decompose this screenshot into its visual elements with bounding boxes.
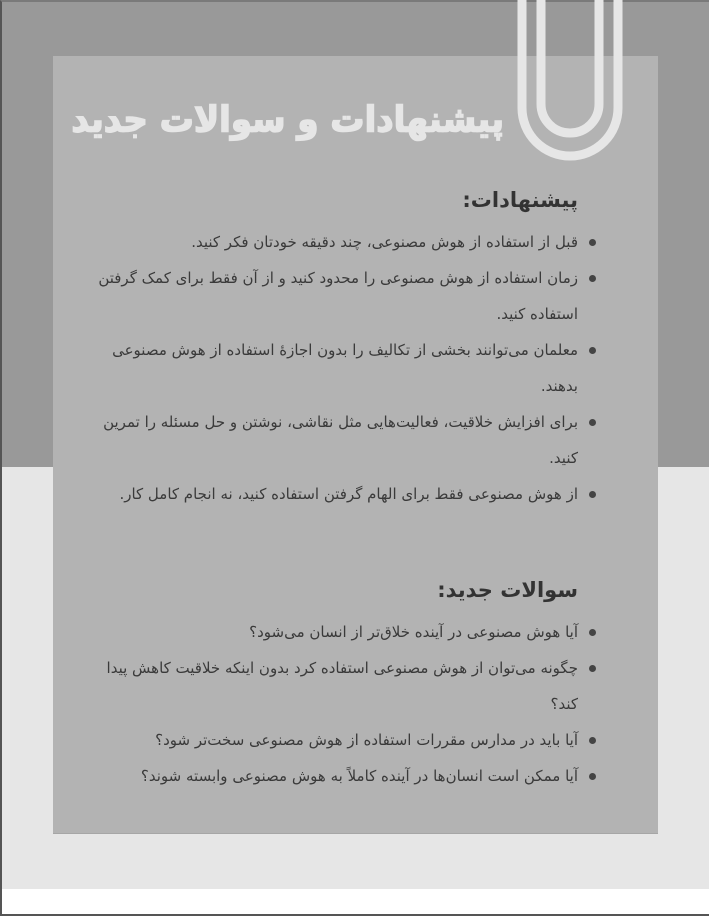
- questions-heading: سوالات جدید:: [437, 578, 578, 602]
- list-item: [95, 332, 605, 404]
- list-item: [95, 404, 605, 476]
- suggestions-heading: پیشنهادات:: [462, 188, 578, 212]
- bullet-icon: [589, 239, 596, 246]
- bullet-icon: [589, 491, 596, 498]
- list-item-text: برای افزایش خلاقیت، فعالیت‌هایی مثل نقاشی، نوشتن و حل مسئله را تمرین کنید.: [103, 413, 578, 467]
- list-item-text: قبل از استفاده از هوش مصنوعی، چند دقیقه خودتان فکر کنید.: [191, 233, 578, 251]
- paperclip-icon: [512, 0, 628, 166]
- suggestions-list: [95, 224, 605, 512]
- list-item: [95, 260, 605, 332]
- bullet-icon: [589, 665, 596, 672]
- list-item-text: چگونه می‌توان از هوش مصنوعی استفاده کرد بدون اینکه خلاقیت کاهش پیدا کند؟: [106, 659, 578, 713]
- list-item: [95, 758, 605, 794]
- document-title: پیشنهادات و سوالات جدید: [71, 99, 504, 141]
- bullet-icon: [589, 773, 596, 780]
- bullet-icon: [589, 347, 596, 354]
- list-item: [95, 722, 605, 758]
- suggestions-section: [95, 185, 605, 512]
- list-item: [95, 614, 605, 650]
- list-item-text: از هوش مصنوعی فقط برای الهام گرفتن استفاده کنید، نه انجام کامل کار.: [119, 485, 578, 503]
- list-item: [95, 650, 605, 722]
- list-item-text: آیا هوش مصنوعی در آینده خلاق‌تر از انسان می‌شود؟: [249, 623, 578, 641]
- bullet-icon: [589, 275, 596, 282]
- list-item-text: زمان استفاده از هوش مصنوعی را محدود کنید و از آن فقط برای کمک گرفتن استفاده کنید.: [98, 269, 578, 323]
- bullet-icon: [589, 737, 596, 744]
- questions-list: [95, 614, 605, 794]
- questions-section: [95, 575, 605, 794]
- page-bottom-margin: [2, 889, 709, 914]
- list-item-text: آیا ممکن است انسان‌ها در آینده کاملاً به هوش مصنوعی وابسته شوند؟: [140, 767, 578, 785]
- bullet-icon: [589, 419, 596, 426]
- list-item-text: معلمان می‌توانند بخشی از تکالیف را بدون اجازهٔ استفاده از هوش مصنوعی بدهند.: [112, 341, 578, 395]
- bullet-icon: [589, 629, 596, 636]
- list-item-text: آیا باید در مدارس مقررات استفاده از هوش مصنوعی سخت‌تر شود؟: [155, 731, 578, 749]
- list-item: [95, 476, 605, 512]
- list-item: [95, 224, 605, 260]
